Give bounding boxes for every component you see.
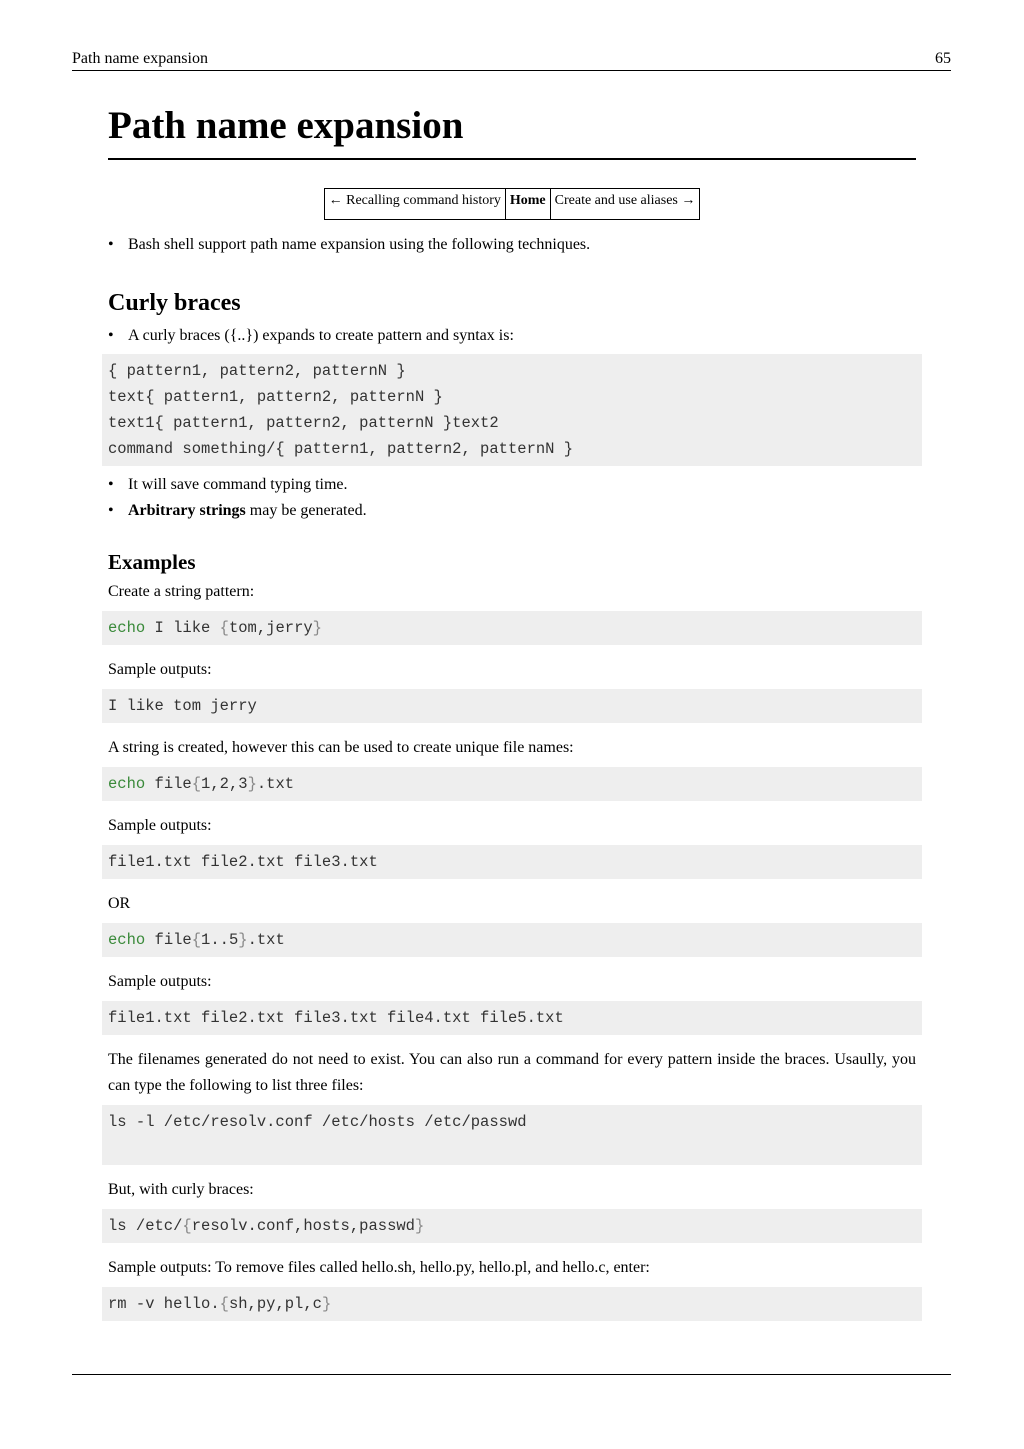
bold-text: Arbitrary strings: [128, 502, 246, 519]
running-header: [72, 50, 951, 71]
paragraph: But, with curly braces:: [108, 1181, 254, 1198]
intro-list: [108, 232, 916, 258]
code-block: echo I like {tom,jerry}: [102, 611, 922, 645]
page-content: [108, 100, 916, 1321]
output-block: file1.txt file2.txt file3.txt file4.txt file5.txt: [102, 1001, 922, 1035]
page-number: 65: [935, 50, 951, 67]
code-line: text1{ pattern1, pattern2, patternN }text2: [108, 414, 499, 432]
code-block: echo file{1..5}.txt: [102, 923, 922, 957]
curly-list: [108, 323, 916, 349]
nav-prev-link[interactable]: ← Recalling command history: [324, 189, 505, 220]
navigation-table: [324, 188, 701, 220]
nav-next-link[interactable]: Create and use aliases →: [550, 189, 700, 220]
code-line: { pattern1, pattern2, patternN }: [108, 362, 406, 380]
running-footer-rule: [72, 1374, 951, 1375]
syntax-code-block: [102, 354, 922, 466]
paragraph: Sample outputs:: [108, 661, 212, 678]
paragraph: Sample outputs:: [108, 817, 212, 834]
output-block: file1.txt file2.txt file3.txt: [102, 845, 922, 879]
code-block: ls /etc/{resolv.conf,hosts,passwd}: [102, 1209, 922, 1243]
section-heading-examples: Examples: [108, 550, 196, 574]
benefits-list: [108, 472, 916, 524]
list-item: • Bash shell support path name expansion using the following techniques.: [128, 232, 916, 258]
paragraph: OR: [108, 895, 131, 912]
code-block: echo file{1,2,3}.txt: [102, 767, 922, 801]
paragraph: Sample outputs: To remove files called hello.sh, hello.py, hello.pl, and hello.c, enter:: [108, 1259, 650, 1276]
paragraph: A string is created, however this can be used to create unique file names:: [108, 739, 574, 756]
nav-home-link[interactable]: Home: [505, 189, 550, 220]
code-line: command something/{ pattern1, pattern2, patternN }: [108, 440, 574, 458]
code-block: rm -v hello.{sh,py,pl,c}: [102, 1287, 922, 1321]
paragraph: Create a string pattern:: [108, 583, 255, 600]
code-block: ls -l /etc/resolv.conf /etc/hosts /etc/passwd: [102, 1105, 922, 1165]
code-line: text{ pattern1, pattern2, patternN }: [108, 388, 443, 406]
list-item: • It will save command typing time.: [128, 472, 916, 498]
header-section-title: Path name expansion: [72, 50, 208, 67]
paragraph: The filenames generated do not need to exist. You can also run a command for every pattern inside the braces. Usaully, you can type the following to list three files:: [108, 1051, 916, 1094]
output-block: I like tom jerry: [102, 689, 922, 723]
list-item: • A curly braces ({..}) expands to create pattern and syntax is:: [128, 323, 916, 349]
page-title: Path name expansion: [108, 100, 916, 160]
paragraph: Sample outputs:: [108, 973, 212, 990]
list-item: • Arbitrary strings may be generated.: [128, 498, 916, 524]
section-heading-curly-braces: Curly braces: [108, 290, 241, 316]
